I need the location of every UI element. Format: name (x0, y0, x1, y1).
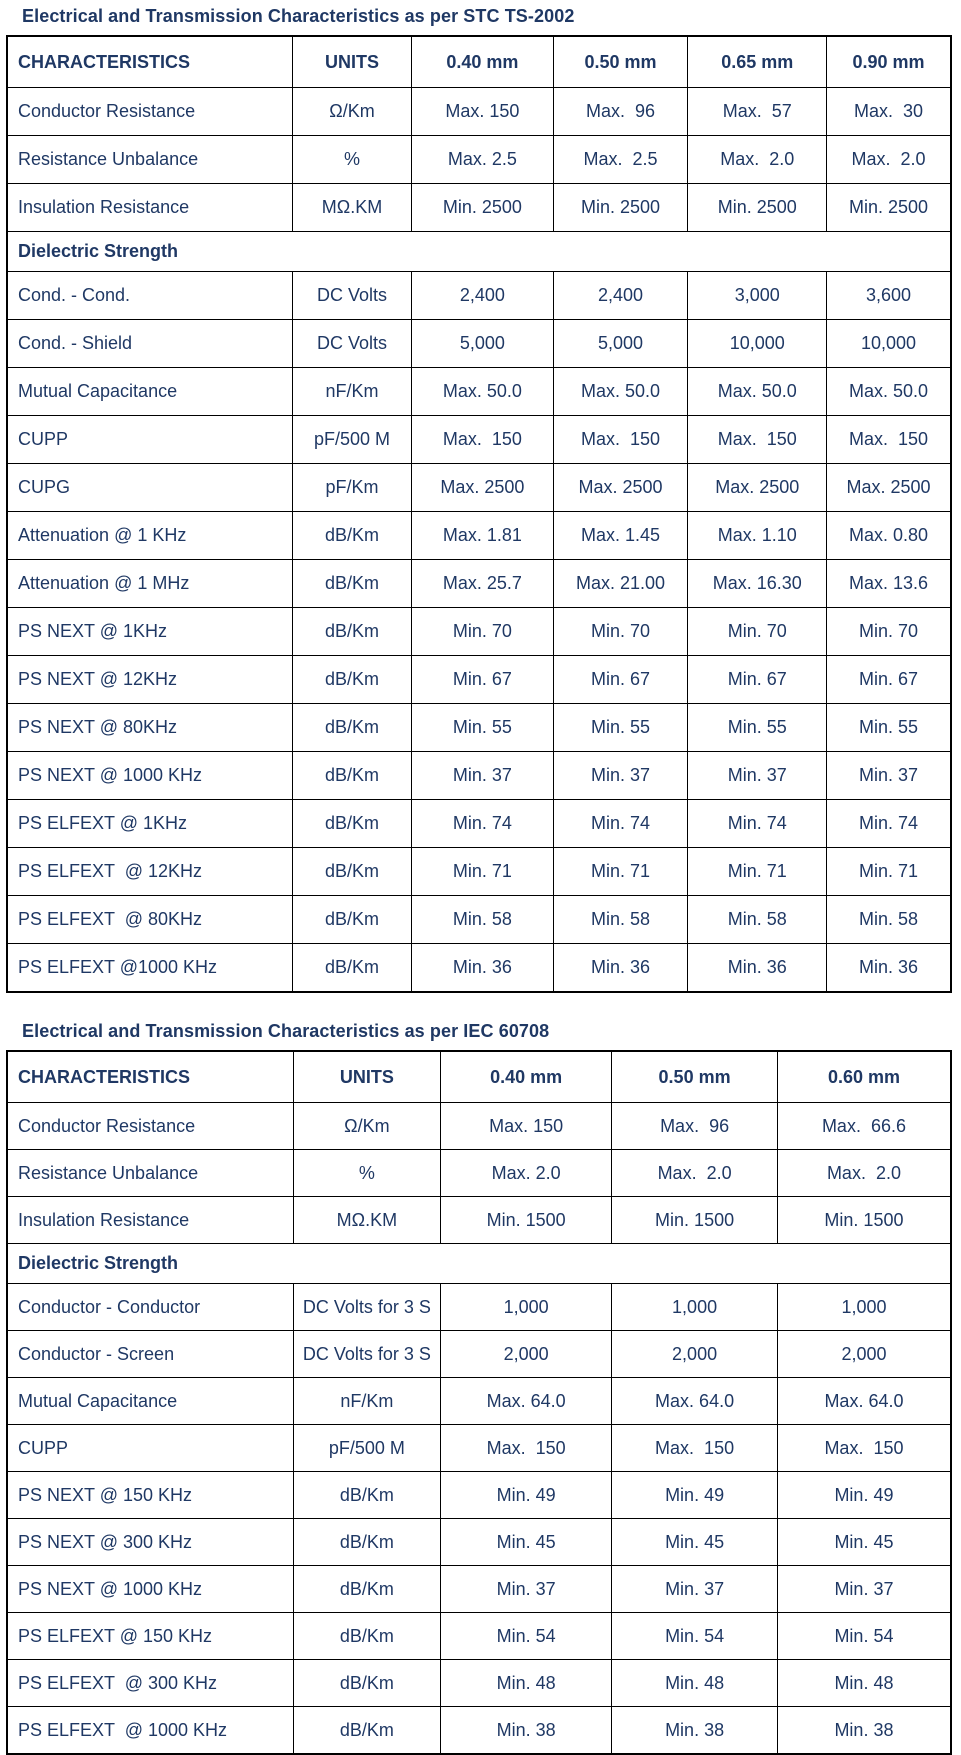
table-row (7, 272, 951, 320)
unit-cell: nF/Km (293, 1378, 440, 1425)
value-cell: Min. 49 (441, 1472, 612, 1519)
table-row (7, 752, 951, 800)
value-cell: Min. 70 (688, 608, 827, 656)
value-cell: Max. 1.10 (688, 512, 827, 560)
table-row (7, 1331, 951, 1378)
table-row (7, 1707, 951, 1755)
value-cell: Min. 2500 (688, 184, 827, 232)
table-row (7, 184, 951, 232)
table-row (7, 512, 951, 560)
characteristic-cell: PS NEXT @ 1000 KHz (7, 752, 292, 800)
table-row (7, 704, 951, 752)
value-cell: Max. 150 (553, 416, 688, 464)
characteristic-cell: PS NEXT @ 1KHz (7, 608, 292, 656)
characteristic-cell: PS ELFEXT @1000 KHz (7, 944, 292, 993)
table-title-iec-60708: Electrical and Transmission Characteristics as per IEC 60708 (22, 1021, 550, 1041)
value-cell: Max. 2.5 (553, 136, 688, 184)
value-cell: Max. 57 (688, 88, 827, 136)
unit-cell: dB/Km (293, 1472, 440, 1519)
value-cell: Max. 96 (553, 88, 688, 136)
value-cell: Min. 71 (412, 848, 553, 896)
value-cell: Min. 74 (827, 800, 951, 848)
table-row (7, 1519, 951, 1566)
header-row (7, 1051, 951, 1103)
unit-cell: dB/Km (293, 1519, 440, 1566)
unit-cell: pF/500 M (293, 1425, 440, 1472)
unit-cell: nF/Km (292, 368, 411, 416)
value-cell: Max. 21.00 (553, 560, 688, 608)
value-cell: 10,000 (688, 320, 827, 368)
value-cell: Min. 37 (412, 752, 553, 800)
table-row (7, 1197, 951, 1244)
table-row (7, 368, 951, 416)
characteristic-cell: Insulation Resistance (7, 184, 292, 232)
unit-cell: MΩ.KM (292, 184, 411, 232)
value-cell: Min. 58 (688, 896, 827, 944)
unit-cell: dB/Km (292, 752, 411, 800)
characteristic-cell: PS NEXT @ 80KHz (7, 704, 292, 752)
section-row (7, 1244, 951, 1284)
value-cell: Max. 2.0 (688, 136, 827, 184)
value-cell: Min. 74 (412, 800, 553, 848)
value-cell: Max. 2.5 (412, 136, 553, 184)
table-row (7, 896, 951, 944)
value-cell: Min. 37 (827, 752, 951, 800)
value-cell: Max. 0.80 (827, 512, 951, 560)
value-cell: Min. 74 (553, 800, 688, 848)
characteristic-cell: Attenuation @ 1 MHz (7, 560, 292, 608)
value-cell: Min. 36 (688, 944, 827, 993)
value-cell: 1,000 (612, 1284, 778, 1331)
value-cell: Min. 2500 (553, 184, 688, 232)
unit-cell: Ω/Km (292, 88, 411, 136)
value-cell: Min. 48 (777, 1660, 951, 1707)
value-cell: Min. 37 (553, 752, 688, 800)
characteristic-cell: Conductor Resistance (7, 88, 292, 136)
section-label: Dielectric Strength (7, 1244, 951, 1284)
value-cell: Min. 36 (412, 944, 553, 993)
value-cell: Max. 150 (827, 416, 951, 464)
value-cell: Min. 55 (688, 704, 827, 752)
section-row (7, 232, 951, 272)
value-cell: 1,000 (777, 1284, 951, 1331)
characteristic-cell: Resistance Unbalance (7, 136, 292, 184)
characteristic-cell: Conductor - Conductor (7, 1284, 293, 1331)
value-cell: Min. 67 (688, 656, 827, 704)
value-cell: Max. 50.0 (827, 368, 951, 416)
unit-cell: pF/Km (292, 464, 411, 512)
unit-cell: pF/500 M (292, 416, 411, 464)
value-cell: Min. 37 (688, 752, 827, 800)
value-cell: Min. 58 (827, 896, 951, 944)
value-cell: Max. 13.6 (827, 560, 951, 608)
table-row (7, 136, 951, 184)
characteristic-cell: Conductor Resistance (7, 1103, 293, 1150)
table-row (7, 848, 951, 896)
value-cell: Min. 67 (553, 656, 688, 704)
unit-cell: DC Volts for 3 S (293, 1284, 440, 1331)
value-cell: Max. 50.0 (412, 368, 553, 416)
value-cell: Min. 58 (412, 896, 553, 944)
col-header-size: 0.65 mm (688, 36, 827, 88)
table-row (7, 1660, 951, 1707)
table-row (7, 1150, 951, 1197)
value-cell: Max. 150 (441, 1425, 612, 1472)
col-header-size: 0.40 mm (441, 1051, 612, 1103)
value-cell: Min. 45 (441, 1519, 612, 1566)
value-cell: 3,000 (688, 272, 827, 320)
unit-cell: dB/Km (293, 1566, 440, 1613)
value-cell: Min. 36 (553, 944, 688, 993)
col-header-units: UNITS (292, 36, 411, 88)
unit-cell: % (292, 136, 411, 184)
table-row (7, 1472, 951, 1519)
value-cell: Max. 2.0 (827, 136, 951, 184)
section-label: Dielectric Strength (7, 232, 951, 272)
characteristic-cell: PS ELFEXT @ 1000 KHz (7, 1707, 293, 1755)
value-cell: Min. 2500 (412, 184, 553, 232)
value-cell: Min. 48 (612, 1660, 778, 1707)
value-cell: Min. 70 (553, 608, 688, 656)
value-cell: Max. 2500 (412, 464, 553, 512)
table-row (7, 1284, 951, 1331)
value-cell: Min. 54 (777, 1613, 951, 1660)
unit-cell: DC Volts for 3 S (293, 1331, 440, 1378)
value-cell: Max. 2.0 (777, 1150, 951, 1197)
value-cell: Min. 1500 (612, 1197, 778, 1244)
characteristic-cell: PS ELFEXT @ 80KHz (7, 896, 292, 944)
value-cell: Min. 37 (441, 1566, 612, 1613)
col-header-characteristics: CHARACTERISTICS (7, 36, 292, 88)
value-cell: Min. 38 (441, 1707, 612, 1755)
value-cell: Max. 150 (777, 1425, 951, 1472)
table-row (7, 944, 951, 993)
value-cell: Min. 54 (441, 1613, 612, 1660)
characteristic-cell: CUPG (7, 464, 292, 512)
characteristic-cell: Mutual Capacitance (7, 1378, 293, 1425)
col-header-characteristics: CHARACTERISTICS (7, 1051, 293, 1103)
value-cell: Min. 38 (612, 1707, 778, 1755)
characteristic-cell: PS ELFEXT @ 1KHz (7, 800, 292, 848)
table-row (7, 608, 951, 656)
value-cell: Min. 70 (412, 608, 553, 656)
value-cell: Min. 58 (553, 896, 688, 944)
value-cell: 2,000 (777, 1331, 951, 1378)
col-header-size: 0.50 mm (553, 36, 688, 88)
col-header-size: 0.50 mm (612, 1051, 778, 1103)
value-cell: Max. 150 (612, 1425, 778, 1472)
value-cell: Max. 1.45 (553, 512, 688, 560)
characteristic-cell: PS NEXT @ 1000 KHz (7, 1566, 293, 1613)
unit-cell: dB/Km (292, 848, 411, 896)
table-row (7, 1566, 951, 1613)
value-cell: Max. 64.0 (612, 1378, 778, 1425)
characteristic-cell: Insulation Resistance (7, 1197, 293, 1244)
table-row (7, 560, 951, 608)
value-cell: Min. 55 (553, 704, 688, 752)
value-cell: 3,600 (827, 272, 951, 320)
value-cell: Min. 37 (612, 1566, 778, 1613)
value-cell: Max. 150 (412, 416, 553, 464)
unit-cell: % (293, 1150, 440, 1197)
value-cell: Min. 1500 (441, 1197, 612, 1244)
unit-cell: dB/Km (292, 560, 411, 608)
characteristic-cell: PS ELFEXT @ 12KHz (7, 848, 292, 896)
unit-cell: dB/Km (292, 656, 411, 704)
value-cell: 1,000 (441, 1284, 612, 1331)
value-cell: Max. 2500 (827, 464, 951, 512)
value-cell: Min. 74 (688, 800, 827, 848)
stc-ts2002-table (6, 35, 952, 993)
value-cell: Min. 55 (827, 704, 951, 752)
characteristic-cell: Attenuation @ 1 KHz (7, 512, 292, 560)
value-cell: Min. 54 (612, 1613, 778, 1660)
value-cell: Max. 66.6 (777, 1103, 951, 1150)
unit-cell: DC Volts (292, 320, 411, 368)
characteristic-cell: CUPP (7, 1425, 293, 1472)
value-cell: Min. 45 (612, 1519, 778, 1566)
table-title-stc-ts2002: Electrical and Transmission Characteristics as per STC TS-2002 (22, 6, 575, 26)
unit-cell: dB/Km (292, 944, 411, 993)
characteristic-cell: PS NEXT @ 300 KHz (7, 1519, 293, 1566)
iec-60708-section (6, 1021, 952, 1755)
value-cell: Min. 71 (553, 848, 688, 896)
value-cell: Min. 71 (827, 848, 951, 896)
value-cell: Max. 150 (688, 416, 827, 464)
unit-cell: dB/Km (292, 512, 411, 560)
value-cell: 5,000 (412, 320, 553, 368)
col-header-size: 0.40 mm (412, 36, 553, 88)
value-cell: Min. 48 (441, 1660, 612, 1707)
value-cell: 10,000 (827, 320, 951, 368)
unit-cell: Ω/Km (293, 1103, 440, 1150)
value-cell: 2,000 (441, 1331, 612, 1378)
characteristic-cell: Conductor - Screen (7, 1331, 293, 1378)
value-cell: Max. 2500 (553, 464, 688, 512)
value-cell: Min. 2500 (827, 184, 951, 232)
value-cell: Max. 25.7 (412, 560, 553, 608)
value-cell: Min. 45 (777, 1519, 951, 1566)
table-row (7, 1103, 951, 1150)
characteristic-cell: PS ELFEXT @ 150 KHz (7, 1613, 293, 1660)
value-cell: Min. 55 (412, 704, 553, 752)
header-row (7, 36, 951, 88)
value-cell: Max. 2500 (688, 464, 827, 512)
table-row (7, 1613, 951, 1660)
value-cell: Min. 71 (688, 848, 827, 896)
characteristic-cell: CUPP (7, 416, 292, 464)
value-cell: Min. 49 (777, 1472, 951, 1519)
characteristic-cell: Mutual Capacitance (7, 368, 292, 416)
value-cell: Min. 67 (827, 656, 951, 704)
col-header-units: UNITS (293, 1051, 440, 1103)
unit-cell: dB/Km (293, 1707, 440, 1755)
characteristic-cell: PS ELFEXT @ 300 KHz (7, 1660, 293, 1707)
value-cell: Min. 70 (827, 608, 951, 656)
value-cell: Max. 96 (612, 1103, 778, 1150)
value-cell: Max. 64.0 (441, 1378, 612, 1425)
value-cell: 2,400 (553, 272, 688, 320)
value-cell: Min. 37 (777, 1566, 951, 1613)
value-cell: Max. 150 (441, 1103, 612, 1150)
value-cell: Min. 36 (827, 944, 951, 993)
value-cell: 2,400 (412, 272, 553, 320)
unit-cell: dB/Km (292, 800, 411, 848)
table-row (7, 464, 951, 512)
table-row (7, 656, 951, 704)
table-row (7, 800, 951, 848)
value-cell: Min. 1500 (777, 1197, 951, 1244)
value-cell: Min. 67 (412, 656, 553, 704)
table-row (7, 320, 951, 368)
value-cell: Max. 16.30 (688, 560, 827, 608)
value-cell: Max. 150 (412, 88, 553, 136)
characteristic-cell: Cond. - Cond. (7, 272, 292, 320)
value-cell: Max. 64.0 (777, 1378, 951, 1425)
unit-cell: dB/Km (292, 608, 411, 656)
value-cell: Max. 50.0 (553, 368, 688, 416)
value-cell: Max. 2.0 (612, 1150, 778, 1197)
table-row (7, 1425, 951, 1472)
unit-cell: MΩ.KM (293, 1197, 440, 1244)
value-cell: Min. 49 (612, 1472, 778, 1519)
value-cell: Max. 1.81 (412, 512, 553, 560)
characteristic-cell: PS NEXT @ 12KHz (7, 656, 292, 704)
value-cell: Max. 50.0 (688, 368, 827, 416)
characteristic-cell: PS NEXT @ 150 KHz (7, 1472, 293, 1519)
value-cell: Min. 38 (777, 1707, 951, 1755)
unit-cell: DC Volts (292, 272, 411, 320)
table-row (7, 1378, 951, 1425)
table-row (7, 416, 951, 464)
value-cell: 2,000 (612, 1331, 778, 1378)
value-cell: Max. 30 (827, 88, 951, 136)
col-header-size: 0.60 mm (777, 1051, 951, 1103)
unit-cell: dB/Km (292, 896, 411, 944)
stc-ts2002-section (6, 6, 952, 993)
unit-cell: dB/Km (292, 704, 411, 752)
unit-cell: dB/Km (293, 1660, 440, 1707)
value-cell: 5,000 (553, 320, 688, 368)
value-cell: Max. 2.0 (441, 1150, 612, 1197)
table-row (7, 88, 951, 136)
unit-cell: dB/Km (293, 1613, 440, 1660)
characteristic-cell: Resistance Unbalance (7, 1150, 293, 1197)
iec-60708-table (6, 1050, 952, 1755)
col-header-size: 0.90 mm (827, 36, 951, 88)
characteristic-cell: Cond. - Shield (7, 320, 292, 368)
